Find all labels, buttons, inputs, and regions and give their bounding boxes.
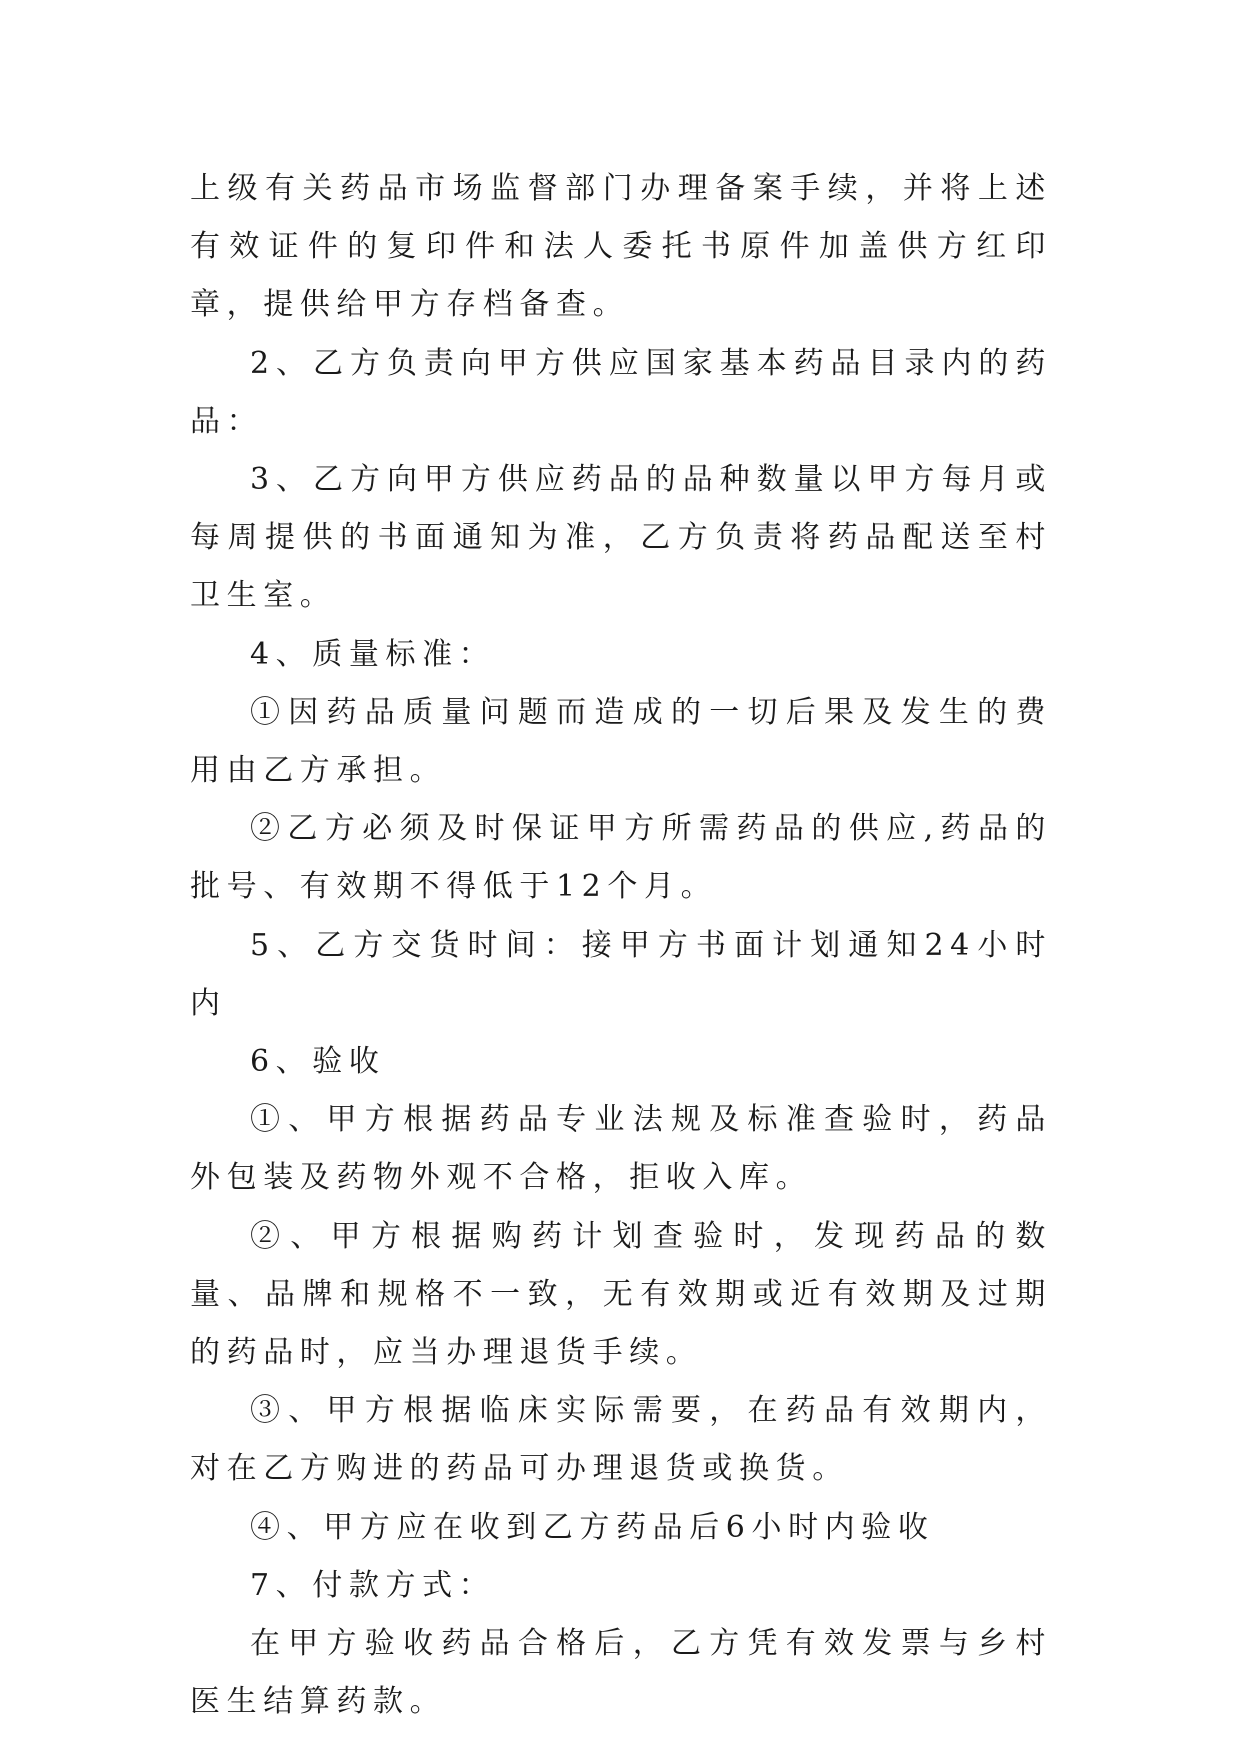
- paragraph-clause-5: 5、乙方交货时间：接甲方书面计划通知24小时内: [190, 927, 1052, 1021]
- paragraph-clause-7-heading: 7、付款方式：: [250, 1567, 496, 1603]
- paragraph-filing-requirements: 上级有关药品市场监督部门办理备案手续，并将上述有效证件的复印件和法人委托书原件加盖供方红印章，提供给甲方存档备查。: [190, 171, 1052, 323]
- paragraph-clause-2: 2、乙方负责向甲方供应国家基本药品目录内的药品：: [190, 345, 1052, 439]
- paragraph-clause-6-heading: 6、验收: [250, 1044, 386, 1080]
- document-page: [190, 160, 1052, 1731]
- paragraph-clause-6-item-4: ④、甲方应在收到乙方药品后6小时内验收: [250, 1509, 935, 1545]
- paragraph-clause-7-body: 在甲方验收药品合格后，乙方凭有效发票与乡村医生结算药款。: [190, 1626, 1052, 1720]
- paragraph-clause-3: 3、乙方向甲方供应药品的品种数量以甲方每月或每周提供的书面通知为准，乙方负责将药品配送至村卫生室。: [190, 462, 1052, 614]
- paragraph-clause-6-item-3: ③、甲方根据临床实际需要，在药品有效期内，对在乙方购进的药品可办理退货或换货。: [190, 1393, 1052, 1487]
- paragraph-clause-6-item-1: ①、甲方根据药品专业法规及标准查验时，药品外包装及药物外观不合格，拒收入库。: [190, 1102, 1052, 1196]
- paragraph-clause-4-item-2: ②乙方必须及时保证甲方所需药品的供应,药品的批号、有效期不得低于12个月。: [190, 811, 1052, 905]
- paragraph-clause-6-item-2: ②、甲方根据购药计划查验时，发现药品的数量、品牌和规格不一致，无有效期或近有效期及过期的药品时，应当办理退货手续。: [190, 1218, 1052, 1371]
- paragraph-clause-4-item-1: ①因药品质量问题而造成的一切后果及发生的费用由乙方承担。: [190, 694, 1052, 789]
- paragraph-clause-4-heading: 4、质量标准：: [250, 636, 496, 672]
